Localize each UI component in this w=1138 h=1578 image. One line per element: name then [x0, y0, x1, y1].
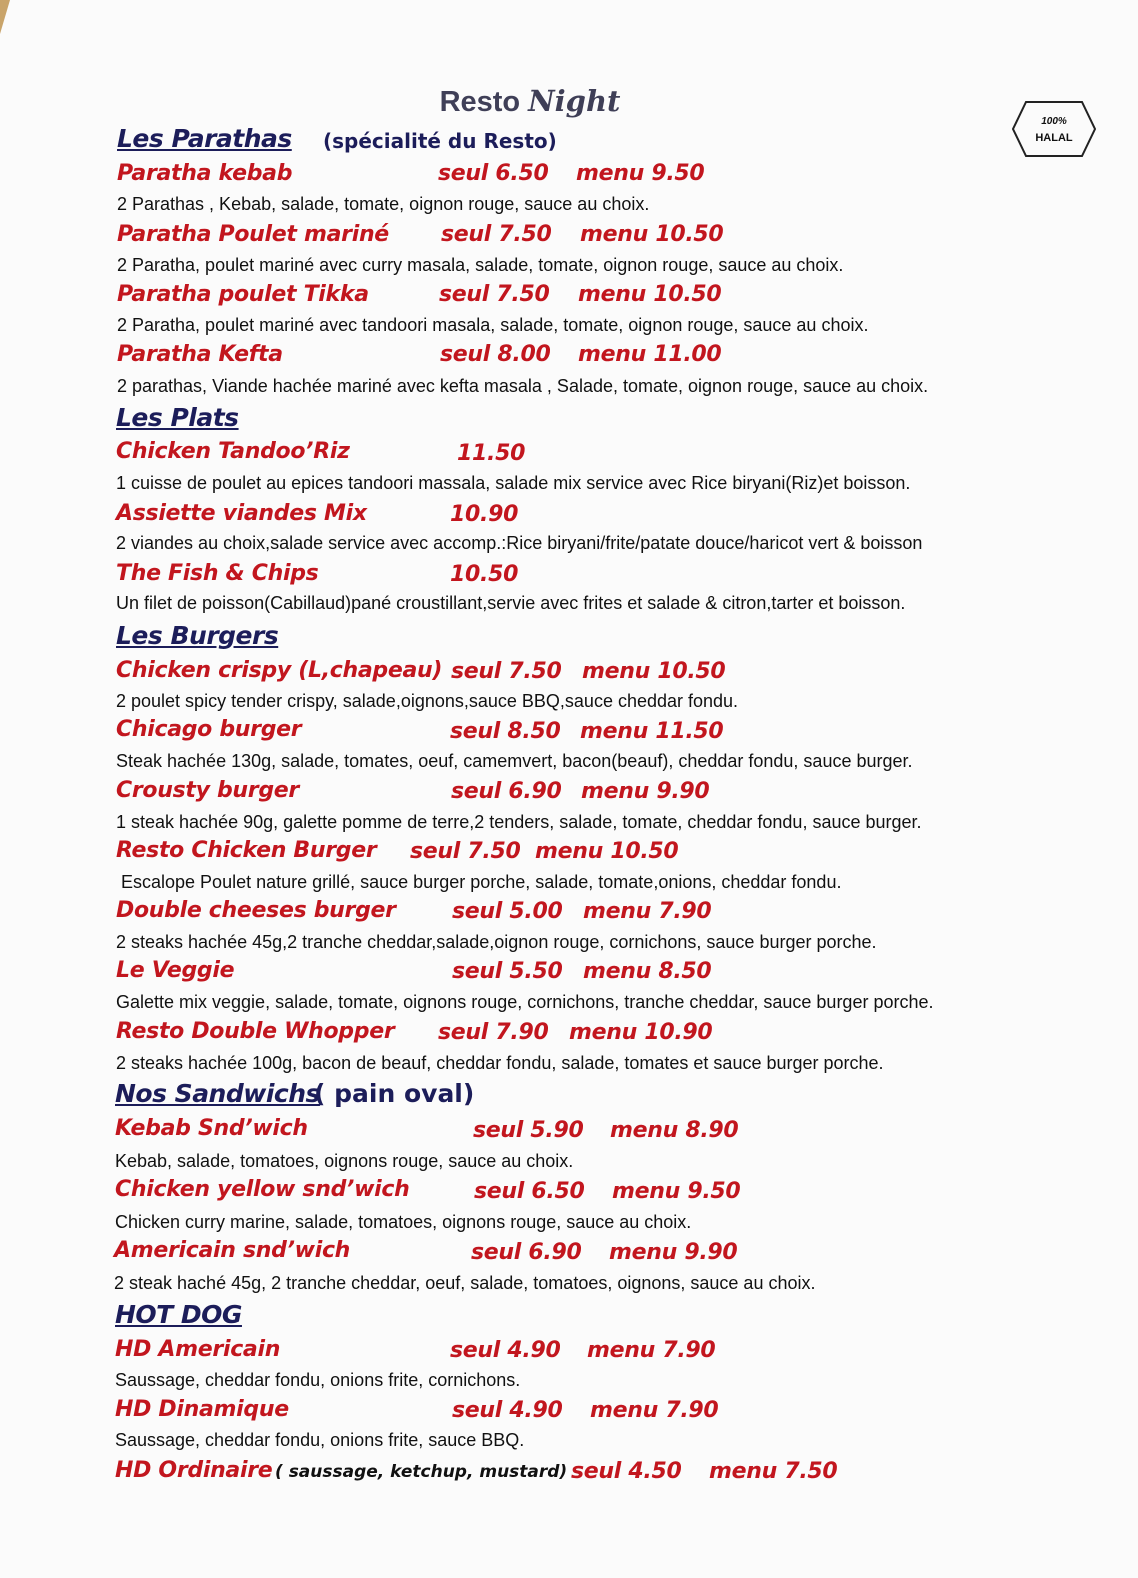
item-description: 1 cuisse de poulet au epices tandoori massala, salade mix service avec Rice biryani(Riz)et boisson.	[116, 473, 911, 493]
item-description: Un filet de poisson(Cabillaud)pané croustillant,servie avec frites et salade & citron,tarter et boisson.	[116, 593, 906, 613]
item-price-seul: seul 5.50	[452, 959, 563, 984]
item-price-menu: menu 9.50	[576, 161, 705, 186]
section-subtitle-sandwichs: ( pain oval)	[314, 1079, 475, 1108]
item-price-menu: menu 9.90	[581, 779, 710, 804]
item-price-seul: seul 6.90	[471, 1240, 582, 1265]
item-description: Saussage, cheddar fondu, onions frite, cornichons.	[115, 1370, 521, 1390]
item-description: Steak hachée 130g, salade, tomates, oeuf, camemvert, bacon(beauf), cheddar fondu, sauce burger.	[116, 751, 913, 771]
item-price-seul: seul 8.50	[450, 719, 561, 744]
item-description: 1 steak hachée 90g, galette pomme de terre,2 tenders, salade, tomate, cheddar fondu, sauce burger.	[116, 812, 922, 832]
item-price-seul: seul 7.50	[441, 222, 552, 247]
item-price-seul: seul 4.90	[450, 1338, 561, 1363]
item-name: Paratha Kefta	[117, 342, 283, 367]
item-name: Paratha kebab	[117, 161, 293, 186]
item-name: HD Dinamique	[115, 1397, 289, 1422]
item-note: ( saussage, ketchup, mustard)	[275, 1462, 568, 1482]
hexagon-badge-icon	[1012, 100, 1096, 158]
item-name: Chicken yellow snd’wich	[115, 1177, 410, 1202]
item-price-seul: seul 8.00	[440, 342, 551, 367]
item-name: Paratha poulet Tikka	[117, 282, 369, 307]
item-description: Kebab, salade, tomatoes, oignons rouge, sauce au choix.	[115, 1151, 574, 1171]
item-price-menu: menu 8.50	[583, 959, 712, 984]
page-title	[0, 84, 1060, 119]
item-description: 2 Parathas , Kebab, salade, tomate, oignon rouge, sauce au choix.	[117, 194, 650, 214]
title-resto: Resto	[439, 86, 521, 118]
item-price-menu: menu 9.50	[612, 1179, 741, 1204]
item-price-menu: menu 10.90	[569, 1020, 713, 1045]
item-price-seul: seul 7.50	[451, 659, 562, 684]
item-price-seul: seul 6.90	[451, 779, 562, 804]
item-price-menu: menu 11.50	[580, 719, 724, 744]
item-description: 2 poulet spicy tender crispy, salade,oignons,sauce BBQ,sauce cheddar fondu.	[116, 691, 739, 711]
item-price-menu: menu 11.00	[578, 342, 722, 367]
item-name: The Fish & Chips	[116, 561, 319, 586]
item-price-seul: seul 4.50	[571, 1459, 682, 1484]
item-price-seul: seul 4.90	[452, 1398, 563, 1423]
item-price-seul: seul 5.90	[473, 1118, 584, 1143]
item-name: HD Americain	[115, 1337, 281, 1362]
item-name: Resto Chicken Burger	[116, 838, 377, 863]
item-name: Kebab Snd’wich	[115, 1116, 308, 1141]
item-price-menu: menu 10.50	[582, 659, 726, 684]
corner-decoration	[0, 0, 10, 34]
item-description: 2 steak haché 45g, 2 tranche cheddar, oeuf, salade, tomatoes, oignons, sauce au choix.	[114, 1273, 816, 1293]
item-name: HD Ordinaire	[115, 1458, 273, 1483]
item-description: 2 steaks hachée 100g, bacon de beauf, cheddar fondu, salade, tomates et sauce burger porche.	[116, 1053, 884, 1073]
item-name: Le Veggie	[116, 958, 235, 983]
item-price-menu: menu 10.50	[580, 222, 724, 247]
halal-percent: 100%	[1041, 116, 1067, 127]
item-price-menu: menu 9.90	[609, 1240, 738, 1265]
item-description: 2 Paratha, poulet mariné avec tandoori masala, salade, tomate, oignon rouge, sauce au choix.	[117, 315, 869, 335]
item-price-menu: menu 7.50	[709, 1459, 838, 1484]
item-price-menu: menu 7.90	[590, 1398, 719, 1423]
section-subtitle-parathas: (spécialité du Resto)	[323, 129, 557, 153]
item-price: 10.90	[450, 502, 519, 527]
halal-badge	[1012, 100, 1096, 158]
item-description: 2 steaks hachée 45g,2 tranche cheddar,salade,oignon rouge, cornichons, sauce burger porche.	[116, 932, 877, 952]
section-title-hot-dog: HOT DOG	[115, 1300, 242, 1329]
item-name: Double cheeses burger	[116, 898, 396, 923]
item-price-menu: menu 7.90	[587, 1338, 716, 1363]
item-description: Chicken curry marine, salade, tomatoes, oignons rouge, sauce au choix.	[115, 1212, 692, 1232]
item-price-seul: seul 7.50	[439, 282, 550, 307]
item-name: Crousty burger	[116, 778, 299, 803]
item-price-menu: menu 10.50	[578, 282, 722, 307]
item-name: Americain snd’wich	[114, 1238, 351, 1263]
item-description: Galette mix veggie, salade, tomate, oignons rouge, cornichons, tranche cheddar, sauce burger porche.	[116, 992, 934, 1012]
item-price-seul: seul 5.00	[452, 899, 563, 924]
item-price-menu: menu 8.90	[610, 1118, 739, 1143]
item-description: 2 Paratha, poulet mariné avec curry masala, salade, tomate, oignon rouge, sauce au choix.	[117, 255, 844, 275]
section-title-parathas: Les Parathas	[117, 124, 292, 153]
item-name: Paratha Poulet mariné	[117, 222, 389, 247]
item-description: Escalope Poulet nature grillé, sauce burger porche, salade, tomate,onions, cheddar fondu.	[121, 872, 842, 892]
item-price: 11.50	[457, 441, 526, 466]
item-name: Assiette viandes Mix	[116, 501, 367, 526]
section-title-burgers: Les Burgers	[116, 621, 279, 650]
item-price-seul: seul 6.50	[438, 161, 549, 186]
section-title-sandwichs: Nos Sandwichs	[115, 1079, 320, 1108]
item-name: Chicago burger	[116, 717, 302, 742]
item-price-menu: menu 7.90	[583, 899, 712, 924]
item-description: Saussage, cheddar fondu, onions frite, sauce BBQ.	[115, 1430, 525, 1450]
halal-label: HALAL	[1035, 132, 1073, 144]
section-title-plats: Les Plats	[116, 403, 239, 432]
item-price-seul: seul 7.90	[438, 1020, 549, 1045]
item-description: 2 parathas, Viande hachée mariné avec kefta masala , Salade, tomate, oignon rouge, sauce au choix.	[117, 376, 929, 396]
item-price-seul: seul 6.50	[474, 1179, 585, 1204]
item-price-menu: menu 10.50	[535, 839, 679, 864]
title-night: Night	[528, 84, 621, 118]
item-name: Chicken Tandoo’Riz	[116, 439, 350, 464]
item-description: 2 viandes au choix,salade service avec accomp.:Rice biryani/frite/patate douce/haricot vert & boisson	[116, 533, 923, 553]
item-name: Chicken crispy (L,chapeau)	[116, 658, 443, 683]
item-price: 10.50	[450, 562, 519, 587]
item-name: Resto Double Whopper	[116, 1019, 395, 1044]
item-price-seul: seul 7.50	[410, 839, 521, 864]
